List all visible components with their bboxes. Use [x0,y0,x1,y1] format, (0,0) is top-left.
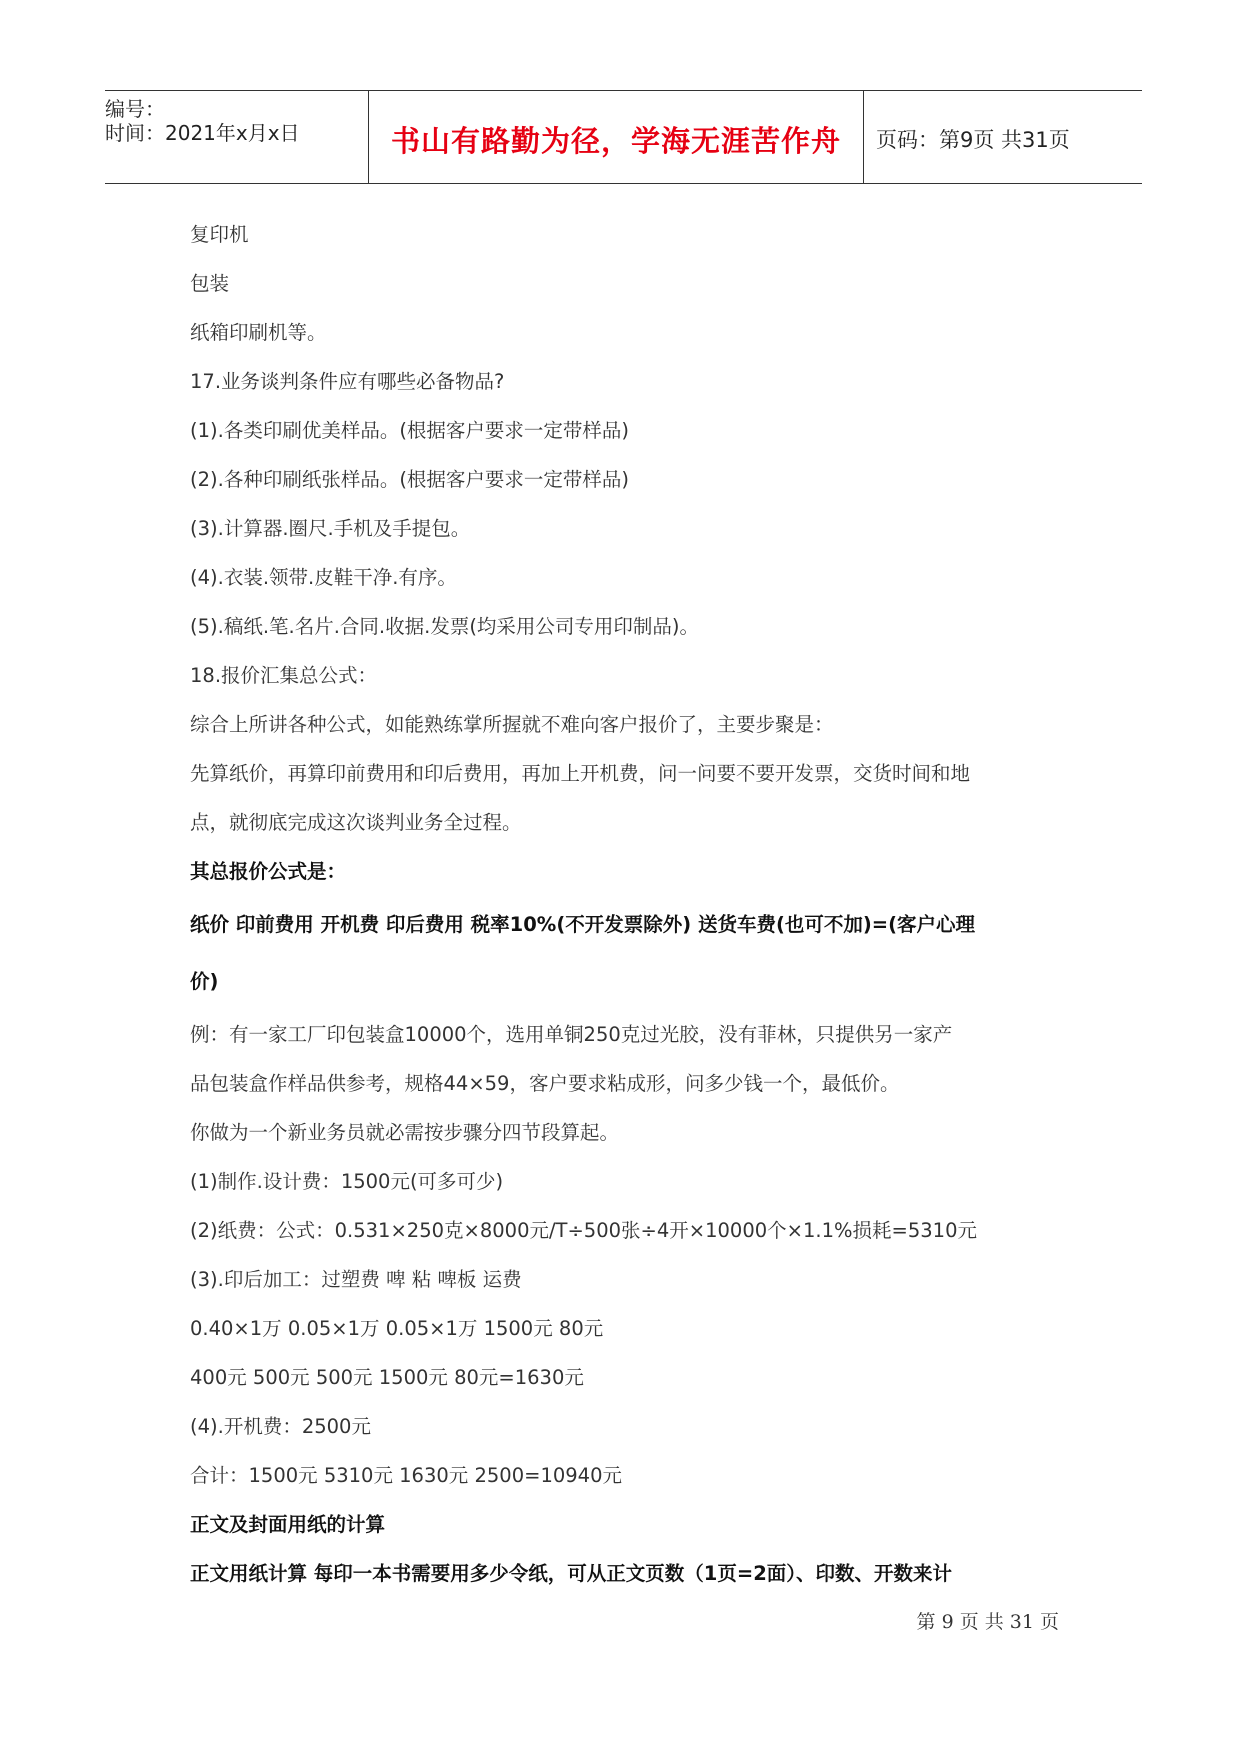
header-motto-cell [369,91,864,183]
document-body [190,210,1070,1598]
body-line: (3).计算器.圈尺.手机及手提包。 [190,517,471,540]
header-page-info: 页码：第9页 共31页 [876,128,1070,152]
body-line: 点，就彻底完成这次谈判业务全过程。 [190,811,522,834]
header-page-cell [864,91,1142,183]
body-line: 纸箱印刷机等。 [190,321,327,344]
body-line: (3).印后加工：过塑费 啤 粘 啤板 运费 [190,1268,522,1291]
motto-text: 书山有路勤为径，学海无涯苦作舟 [390,124,841,158]
body-line: (1).各类印刷优美样品。(根据客户要求一定带样品) [190,419,630,442]
body-line: 你做为一个新业务员就必需按步骤分四节段算起。 [190,1121,620,1144]
body-line: 先算纸价，再算印前费用和印后费用，再加上开机费，问一问要不要开发票，交货时间和地 [190,762,971,785]
document-time-label: 时间：2021年x月x日 [105,121,300,145]
body-line: 价) [190,970,219,993]
body-line: (4).开机费：2500元 [190,1415,371,1438]
body-line: (2)纸费：公式：0.531×250克×8000元/T÷500张÷4开×10000个×1.1%损耗=5310元 [190,1219,977,1242]
body-line: 正文用纸计算 每印一本书需要用多少令纸，可从正文页数（1页=2面）、印数、开数来计 [190,1562,953,1585]
body-line: 合计：1500元 5310元 1630元 2500=10940元 [190,1464,622,1487]
body-line: 综合上所讲各种公式，如能熟练掌所握就不难向客户报价了，主要步聚是： [190,713,834,736]
body-line: 17.业务谈判条件应有哪些必备物品? [190,370,505,393]
header-left-cell [105,91,369,183]
body-line: 品包装盒作样品供参考，规格44×59，客户要求粘成形，问多少钱一个，最低价。 [190,1072,900,1095]
body-line: 400元 500元 500元 1500元 80元=1630元 [190,1366,584,1389]
body-line: 18.报价汇集总公式： [190,664,378,687]
body-line: 纸价 印前费用 开机费 印后费用 税率10%(不开发票除外) 送货车费(也可不加)=(客户心理 [190,913,976,936]
body-line: (1)制作.设计费：1500元(可多可少) [190,1170,504,1193]
body-line: (4).衣装.领带.皮鞋干净.有序。 [190,566,457,589]
body-line: 0.40×1万 0.05×1万 0.05×1万 1500元 80元 [190,1317,604,1340]
body-line: 其总报价公式是： [190,860,347,883]
body-line: 包装 [190,272,230,295]
body-line: 正文及封面用纸的计算 [190,1513,386,1536]
body-line: (5).稿纸.笔.名片.合同.收据.发票(均采用公司专用印制品)。 [190,615,700,638]
page-footer: 第 9 页 共 31 页 [916,1611,1059,1633]
document-number-label: 编号： [105,97,165,121]
page-header [105,90,1142,184]
body-line: 例：有一家工厂印包装盒10000个，选用单铜250克过光胶，没有菲林，只提供另一家产 [190,1023,953,1046]
body-line: 复印机 [190,223,249,246]
body-line: (2).各种印刷纸张样品。(根据客户要求一定带样品) [190,468,630,491]
